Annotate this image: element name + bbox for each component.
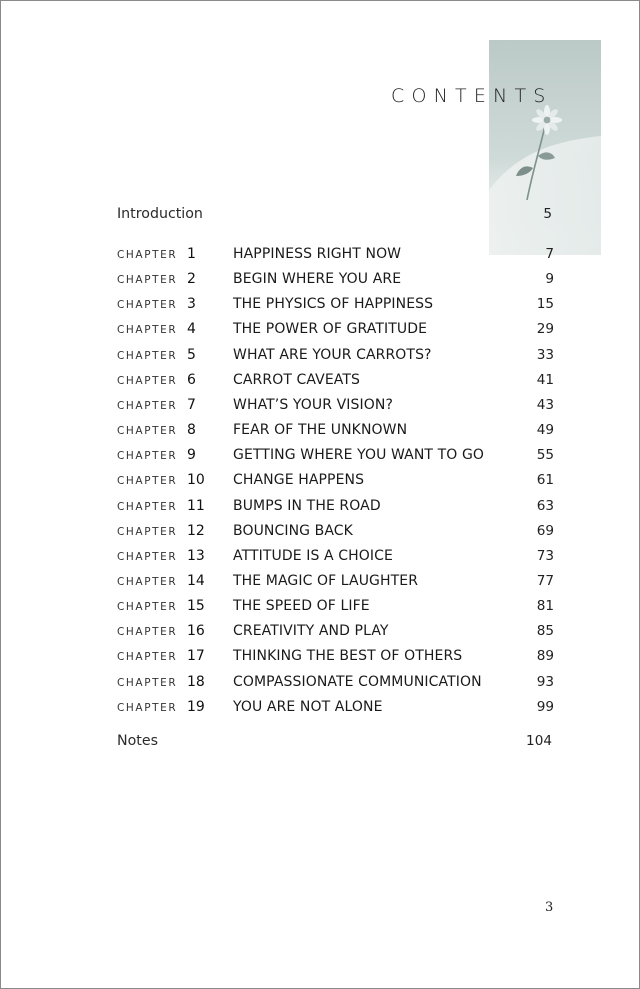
chapter-number: 1 <box>187 246 196 262</box>
chapter-title: CARROT CAVEATS <box>233 371 361 388</box>
chapter-title: THE SPEED OF LIFE <box>233 598 370 615</box>
toc-row <box>117 422 555 446</box>
chapter-title: THE MAGIC OF LAUGHTER <box>233 572 419 589</box>
chapter-word: CHAPTER <box>117 349 178 362</box>
chapter-title: THE PHYSICS OF HAPPINESS <box>233 296 434 313</box>
chapter-page-number: 49 <box>536 422 554 439</box>
chapter-number: 15 <box>187 598 205 615</box>
chapter-number: 17 <box>187 648 205 665</box>
toc-row <box>117 699 555 723</box>
chapter-word: CHAPTER <box>117 249 178 261</box>
toc-row <box>117 548 555 572</box>
chapter-number: 12 <box>187 522 205 539</box>
toc-row <box>117 472 555 496</box>
toc-row <box>117 372 555 396</box>
chapter-page-number: 33 <box>536 346 554 363</box>
chapter-word: CHAPTER <box>117 425 178 438</box>
chapter-number: 9 <box>187 447 196 464</box>
intro-label: Introduction <box>117 206 203 222</box>
toc-row <box>117 648 555 672</box>
chapter-word: CHAPTER <box>117 575 178 588</box>
chapter-page-number: 69 <box>536 522 554 539</box>
chapter-title: WHAT’S YOUR VISION? <box>233 396 393 413</box>
chapter-word: CHAPTER <box>117 550 178 563</box>
chapter-word: CHAPTER <box>117 399 178 412</box>
chapter-number: 14 <box>187 572 205 589</box>
chapter-page-number: 29 <box>536 321 554 338</box>
chapter-title: HAPPINESS RIGHT NOW <box>233 246 402 262</box>
toc-row <box>117 623 555 647</box>
toc-row <box>117 573 555 597</box>
chapter-word: CHAPTER <box>117 676 178 689</box>
chapter-word: CHAPTER <box>117 500 178 513</box>
toc-row <box>117 271 555 295</box>
chapter-page-number: 41 <box>536 371 554 388</box>
toc-row <box>117 674 555 698</box>
toc-row <box>117 447 555 471</box>
toc-row <box>117 598 555 622</box>
notes-page-number: 104 <box>526 733 552 749</box>
chapter-number: 11 <box>187 497 205 514</box>
toc-row <box>117 246 555 270</box>
toc-row <box>117 296 555 320</box>
chapter-title: CHANGE HAPPENS <box>233 472 365 489</box>
chapter-number: 2 <box>187 271 196 288</box>
chapter-page-number: 77 <box>536 572 554 589</box>
intro-page-number: 5 <box>543 206 552 222</box>
chapter-page-number: 7 <box>545 246 554 262</box>
chapter-number: 4 <box>187 321 196 338</box>
chapter-title: WHAT ARE YOUR CARROTS? <box>233 346 432 363</box>
chapter-page-number: 93 <box>536 673 554 690</box>
chapter-page-number: 43 <box>536 396 554 413</box>
chapter-page-number: 9 <box>545 271 554 288</box>
chapter-title: BUMPS IN THE ROAD <box>233 497 381 514</box>
chapter-word: CHAPTER <box>117 701 178 714</box>
chapter-number: 13 <box>187 547 205 564</box>
chapter-word: CHAPTER <box>117 299 178 312</box>
chapter-word: CHAPTER <box>117 601 178 614</box>
chapter-number: 19 <box>187 698 205 715</box>
notes-label: Notes <box>117 733 158 749</box>
chapter-word: CHAPTER <box>117 626 178 639</box>
chapter-page-number: 15 <box>536 296 554 313</box>
chapter-number: 3 <box>187 296 196 313</box>
chapter-title: THE POWER OF GRATITUDE <box>233 321 428 338</box>
chapter-number: 5 <box>187 346 196 363</box>
chapter-title: THINKING THE BEST OF OTHERS <box>233 648 463 665</box>
chapter-title: BOUNCING BACK <box>233 522 353 539</box>
chapter-word: CHAPTER <box>117 651 178 664</box>
chapter-page-number: 85 <box>536 623 554 640</box>
chapter-page-number: 73 <box>536 547 554 564</box>
toc-row <box>117 347 555 371</box>
flower-illustration <box>489 40 601 255</box>
chapter-title: BEGIN WHERE YOU ARE <box>233 271 402 288</box>
chapter-page-number: 55 <box>536 447 554 464</box>
toc-row <box>117 498 555 522</box>
chapter-page-number: 61 <box>536 472 554 489</box>
chapter-title: ATTITUDE IS A CHOICE <box>233 547 393 564</box>
chapter-word: CHAPTER <box>117 374 178 387</box>
chapter-word: CHAPTER <box>117 324 178 337</box>
chapter-number: 18 <box>187 673 205 690</box>
chapter-number: 16 <box>187 623 205 640</box>
chapter-word: CHAPTER <box>117 525 178 538</box>
chapter-title: COMPASSIONATE COMMUNICATION <box>233 673 482 690</box>
chapter-page-number: 63 <box>536 497 554 514</box>
chapter-word: CHAPTER <box>117 450 178 463</box>
chapter-page-number: 89 <box>536 648 554 665</box>
chapter-number: 7 <box>187 396 196 413</box>
toc-row <box>117 397 555 421</box>
chapter-page-number: 99 <box>536 698 554 715</box>
toc-row <box>117 523 555 547</box>
toc-row <box>117 321 555 345</box>
chapter-number: 6 <box>187 371 196 388</box>
page-title: CONTENTS <box>391 85 553 107</box>
chapter-word: CHAPTER <box>117 274 178 287</box>
chapter-number: 8 <box>187 422 196 439</box>
chapter-title: CREATIVITY AND PLAY <box>233 623 389 640</box>
chapter-word: CHAPTER <box>117 475 178 488</box>
chapter-title: FEAR OF THE UNKNOWN <box>233 422 408 439</box>
chapter-page-number: 81 <box>536 598 554 615</box>
chapter-number: 10 <box>187 472 205 489</box>
chapter-title: YOU ARE NOT ALONE <box>233 698 383 715</box>
chapter-title: GETTING WHERE YOU WANT TO GO <box>233 447 485 464</box>
page-number: 3 <box>545 900 554 915</box>
